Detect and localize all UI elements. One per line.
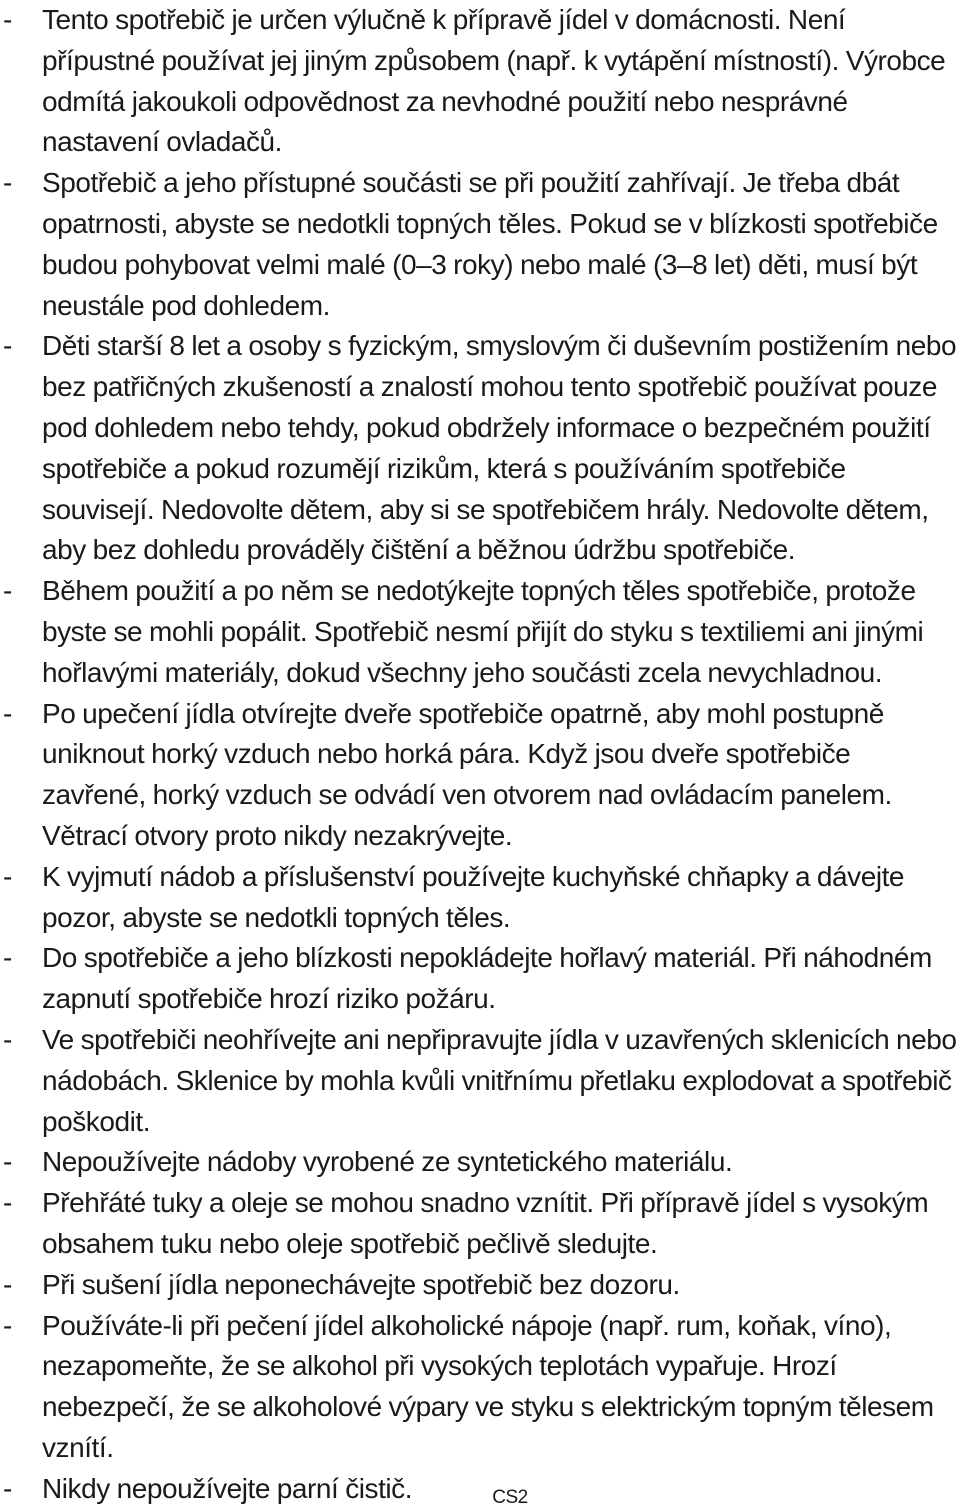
bullet-dash: - [3,1309,12,1341]
safety-item-text: Nepoužívejte nádoby vyrobené ze syntetického materiálu. [42,1146,733,1178]
safety-item-text: K vyjmutí nádob a příslušenství používejte kuchyňské chňapky a dávejte pozor, abyste se nedotkli topných těles. [42,860,905,933]
safety-item-text: Do spotřebiče a jeho blízkosti nepokládejte hořlavý materiál. Při náhodném zapnutí spotřebiče hrozí riziko požáru. [42,942,932,1015]
bullet-dash: - [3,860,12,892]
safety-item [0,571,958,693]
safety-item-text: Nikdy nepoužívejte parní čistič. [42,1472,413,1504]
bullet-dash: - [3,575,12,607]
safety-item [0,1306,958,1469]
bullet-dash: - [3,1187,12,1219]
bullet-dash: - [3,167,12,199]
safety-item [0,0,958,163]
safety-item-text: Po upečení jídla otvírejte dveře spotřebiče opatrně, aby mohl postupně uniknout horký vzduch nebo horká pára. Když jsou dveře spotřebiče zavřené, horký vzduch se odvádí ven otvorem nad ovládacím panelem. Větrací otvory proto nikdy nezakrývejte. [42,697,892,851]
bullet-dash: - [3,330,12,362]
safety-item [0,1183,958,1265]
safety-item-text: Ve spotřebiči neohřívejte ani nepřipravujte jídla v uzavřených sklenicích nebo nádobách. Sklenice by mohla kvůli vnitřnímu přetlaku explodovat a spotřebič poškodit. [42,1023,957,1137]
safety-item [0,857,958,939]
bullet-dash: - [3,4,12,35]
bullet-dash: - [3,1472,12,1504]
page-number: CS2 [492,1487,528,1508]
safety-item-text: Tento spotřebič je určen výlučně k přípravě jídel v domácnosti. Není přípustné používat jej jiným způsobem (např. k vytápění místností). Výrobce odmítá jakoukoli odpovědnost za nevhodné použití nebo nesprávné nastavení ovladačů. [42,4,946,158]
bullet-dash: - [3,697,12,729]
safety-item-text: Spotřebič a jeho přístupné součásti se při použití zahřívají. Je třeba dbát opatrnosti, abyste se nedotkli topných těles. Pokud se v blízkosti spotřebiče budou pohybovat velmi malé (0–3 roky) nebo malé (3–8 let) děti, musí být neustále pod dohledem. [42,167,938,321]
safety-item [0,938,958,1020]
bullet-dash: - [3,942,12,974]
bullet-dash: - [3,1268,12,1300]
safety-item [0,1142,958,1183]
safety-item [0,1265,958,1306]
safety-item-text: Používáte-li při pečení jídel alkoholické nápoje (např. rum, koňak, víno), nezapomeňte, že se alkohol při vysokých teplotách vypařuje. Hrozí nebezpečí, že se alkoholové výpary ve styku s elektrickým topným tělesem vznítí. [42,1309,934,1463]
page-footer [0,1487,960,1509]
bullet-dash: - [3,1146,12,1178]
safety-item-text: Při sušení jídla neponechávejte spotřebič bez dozoru. [42,1268,680,1300]
safety-item [0,694,958,857]
safety-item [0,163,958,326]
safety-item-text: Děti starší 8 let a osoby s fyzickým, smyslovým či duševním postižením nebo bez patřičných zkušeností a znalostí mohou tento spotřebič používat pouze pod dohledem nebo tehdy, pokud obdržely informace o bezpečném použití spotřebiče a pokud rozumějí rizikům, která s používáním spotřebiče souvisejí. Nedovolte dětem, aby si se spotřebičem hrály. Nedovolte dětem, aby bez dohledu prováděly čištění a běžnou údržbu spotřebiče. [42,330,957,566]
safety-item [0,1020,958,1142]
safety-item [0,326,958,571]
safety-item-text: Během použití a po něm se nedotýkejte topných těles spotřebiče, protože byste se mohli popálit. Spotřebič nesmí přijít do styku s textiliemi ani jinými hořlavými materiály, dokud všechny jeho součásti zcela nevychladnou. [42,575,924,688]
safety-item-text: Přehřáté tuky a oleje se mohou snadno vznítit. Při přípravě jídel s vysokým obsahem tuku nebo oleje spotřebič pečlivě sledujte. [42,1187,929,1259]
bullet-dash: - [3,1023,12,1055]
